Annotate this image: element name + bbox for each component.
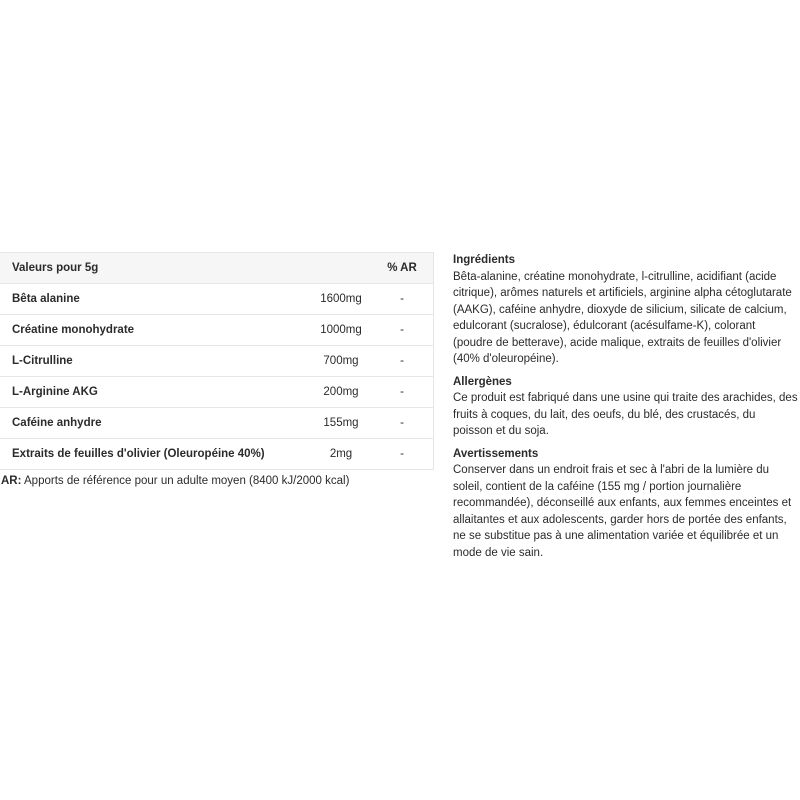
ingredients-section bbox=[453, 252, 798, 368]
nutrition-table bbox=[0, 252, 434, 470]
table-row bbox=[0, 284, 434, 315]
ar-footnote bbox=[1, 475, 349, 487]
allergens-heading: Allergènes bbox=[453, 375, 512, 388]
product-info-column bbox=[453, 252, 798, 567]
row-ar: - bbox=[371, 346, 434, 377]
allergens-section bbox=[453, 374, 798, 440]
ingredients-heading: Ingrédients bbox=[453, 254, 515, 266]
table-row bbox=[0, 346, 434, 377]
row-ar: - bbox=[371, 315, 434, 346]
row-ar: - bbox=[371, 284, 434, 315]
row-ar: - bbox=[371, 439, 434, 470]
row-name: L-Citrulline bbox=[0, 346, 311, 377]
table-row bbox=[0, 408, 434, 439]
table-row bbox=[0, 315, 434, 346]
ar-footnote-text: Apports de référence pour un adulte moyen (8400 kJ/2000 kcal) bbox=[21, 475, 350, 487]
row-name: Caféine anhydre bbox=[0, 408, 311, 439]
warnings-heading: Avertissements bbox=[453, 447, 539, 460]
header-values: Valeurs pour 5g bbox=[0, 253, 311, 284]
row-ar: - bbox=[371, 408, 434, 439]
warnings-text: Conserver dans un endroit frais et sec à l'abri de la lumière du soleil, contient de la caféine (155 mg / portion journalière recommandée), déconseillé aux enfants, aux femmes enceintes et allaitantes et aux adolescents, garder hors de portée des enfants, ne se substitue pas à une alimentation variée et équilibrée et un mode de vie sain. bbox=[453, 464, 792, 559]
row-name: Extraits de feuilles d'olivier (Oleuropéine 40%) bbox=[0, 439, 311, 470]
row-amount: 2mg bbox=[311, 439, 371, 470]
allergens-text: Ce produit est fabriqué dans une usine qui traite des arachides, des fruits à coques, du lait, des oeufs, du blé, des crustacés, du poisson et du soja. bbox=[453, 392, 798, 437]
ingredients-text: Bêta-alanine, créatine monohydrate, l-citrulline, acidifiant (acide citrique), arômes naturels et artificiels, arginine alpha cétoglutarate (AAKG), caféine anhydre, dioxyde de silicium, silicate de calcium, edulcorant (sucralose), édulcorant (acésulfame-K), colorant (poudre de betterave), acide malique, extraits de feuilles d'olivier (40% d'oleuropéine). bbox=[453, 270, 792, 365]
row-amount: 1600mg bbox=[311, 284, 371, 315]
row-ar: - bbox=[371, 377, 434, 408]
header-amount bbox=[311, 253, 371, 284]
ar-footnote-label: AR: bbox=[1, 475, 22, 487]
header-ar: % AR bbox=[371, 253, 434, 284]
row-amount: 200mg bbox=[311, 377, 371, 408]
row-name: Créatine monohydrate bbox=[0, 315, 311, 346]
row-name: Bêta alanine bbox=[0, 284, 311, 315]
warnings-section bbox=[453, 446, 798, 562]
row-amount: 700mg bbox=[311, 346, 371, 377]
table-header-row bbox=[0, 253, 434, 284]
table-row bbox=[0, 377, 434, 408]
row-amount: 155mg bbox=[311, 408, 371, 439]
row-name: L-Arginine AKG bbox=[0, 377, 311, 408]
row-amount: 1000mg bbox=[311, 315, 371, 346]
table-row bbox=[0, 439, 434, 470]
